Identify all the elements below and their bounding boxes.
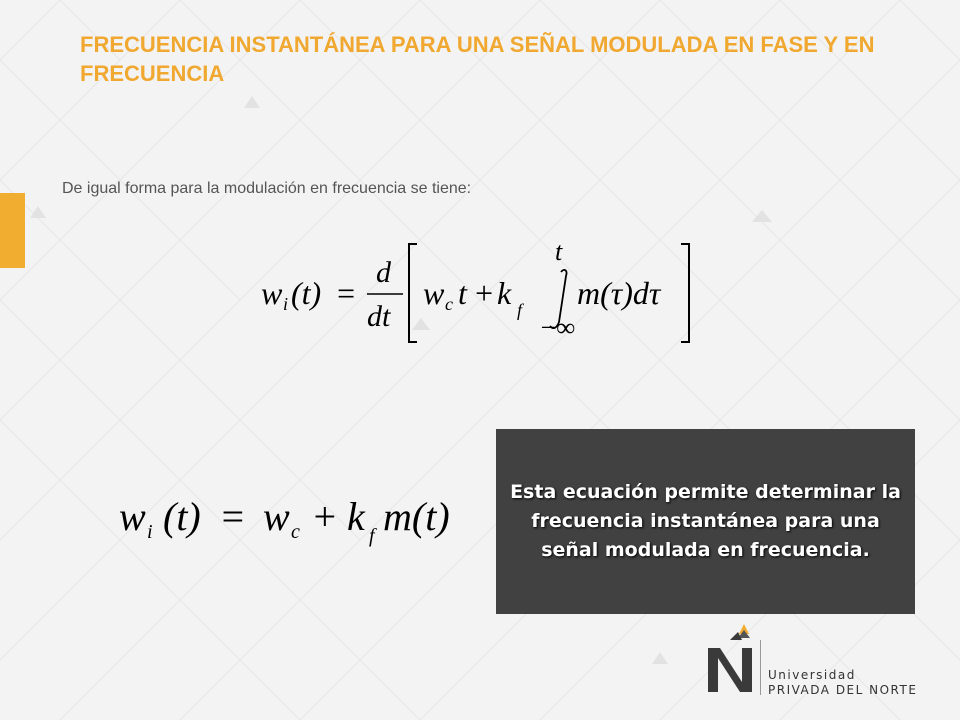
formula-instantaneous-frequency [115,488,485,548]
formula-1-d-num: d [376,256,391,289]
formula-1-plus: + [473,275,495,311]
formula-1-arg: (t) [291,275,322,311]
formula-1-t: t [458,275,467,311]
formula-1-k: k [497,275,512,311]
logo-line-1: Universidad [768,668,856,682]
formula-1-k-sub: f [517,300,523,320]
formula-2-arg: (t) [163,494,201,539]
intro-text: De igual forma para la modulación en frecuencia se tiene: [62,180,472,197]
logo-wordmark [768,668,917,698]
formula-1-left-bracket [409,244,417,342]
formula-2-wc: w [263,494,290,539]
formula-2-w: w [119,494,146,539]
formula-1-int-upper: t [555,238,563,266]
formula-1-right-bracket [681,244,689,342]
formula-1-integrand: m(τ)dτ [577,275,661,311]
logo-line-2: PRIVADA DEL NORTE [768,683,918,697]
formula-1-int-lower: −∞ [539,313,576,342]
formula-1-d-den: dt [367,300,391,333]
formula-1-wc-sub: c [445,294,453,314]
callout-text: Esta ecuación permite determinar la frecuencia instantánea para una señal modulada en frecuencia. [510,481,901,561]
formula-2-plus: + [311,494,338,539]
callout-box [496,429,915,614]
accent-bar [0,193,25,268]
formula-1-wc: w [423,275,445,311]
formula-2-k: k [347,494,365,539]
formula-2-m: m(t) [383,494,450,539]
logo-divider [760,640,761,695]
formula-2-wc-sub: c [291,521,300,543]
slide-title: FRECUENCIA INSTANTÁNEA PARA UNA SEÑAL MODULADA EN FASE Y EN FRECUENCIA [80,32,875,86]
formula-instantaneous-frequency-integral [255,238,715,348]
formula-1-w: w [261,275,283,311]
formula-2-equals: = [219,494,246,539]
formula-2-w-sub: i [147,521,153,543]
formula-1-equals: = [335,275,357,311]
formula-2-k-sub: f [369,525,375,547]
formula-1-w-sub: i [283,294,289,314]
